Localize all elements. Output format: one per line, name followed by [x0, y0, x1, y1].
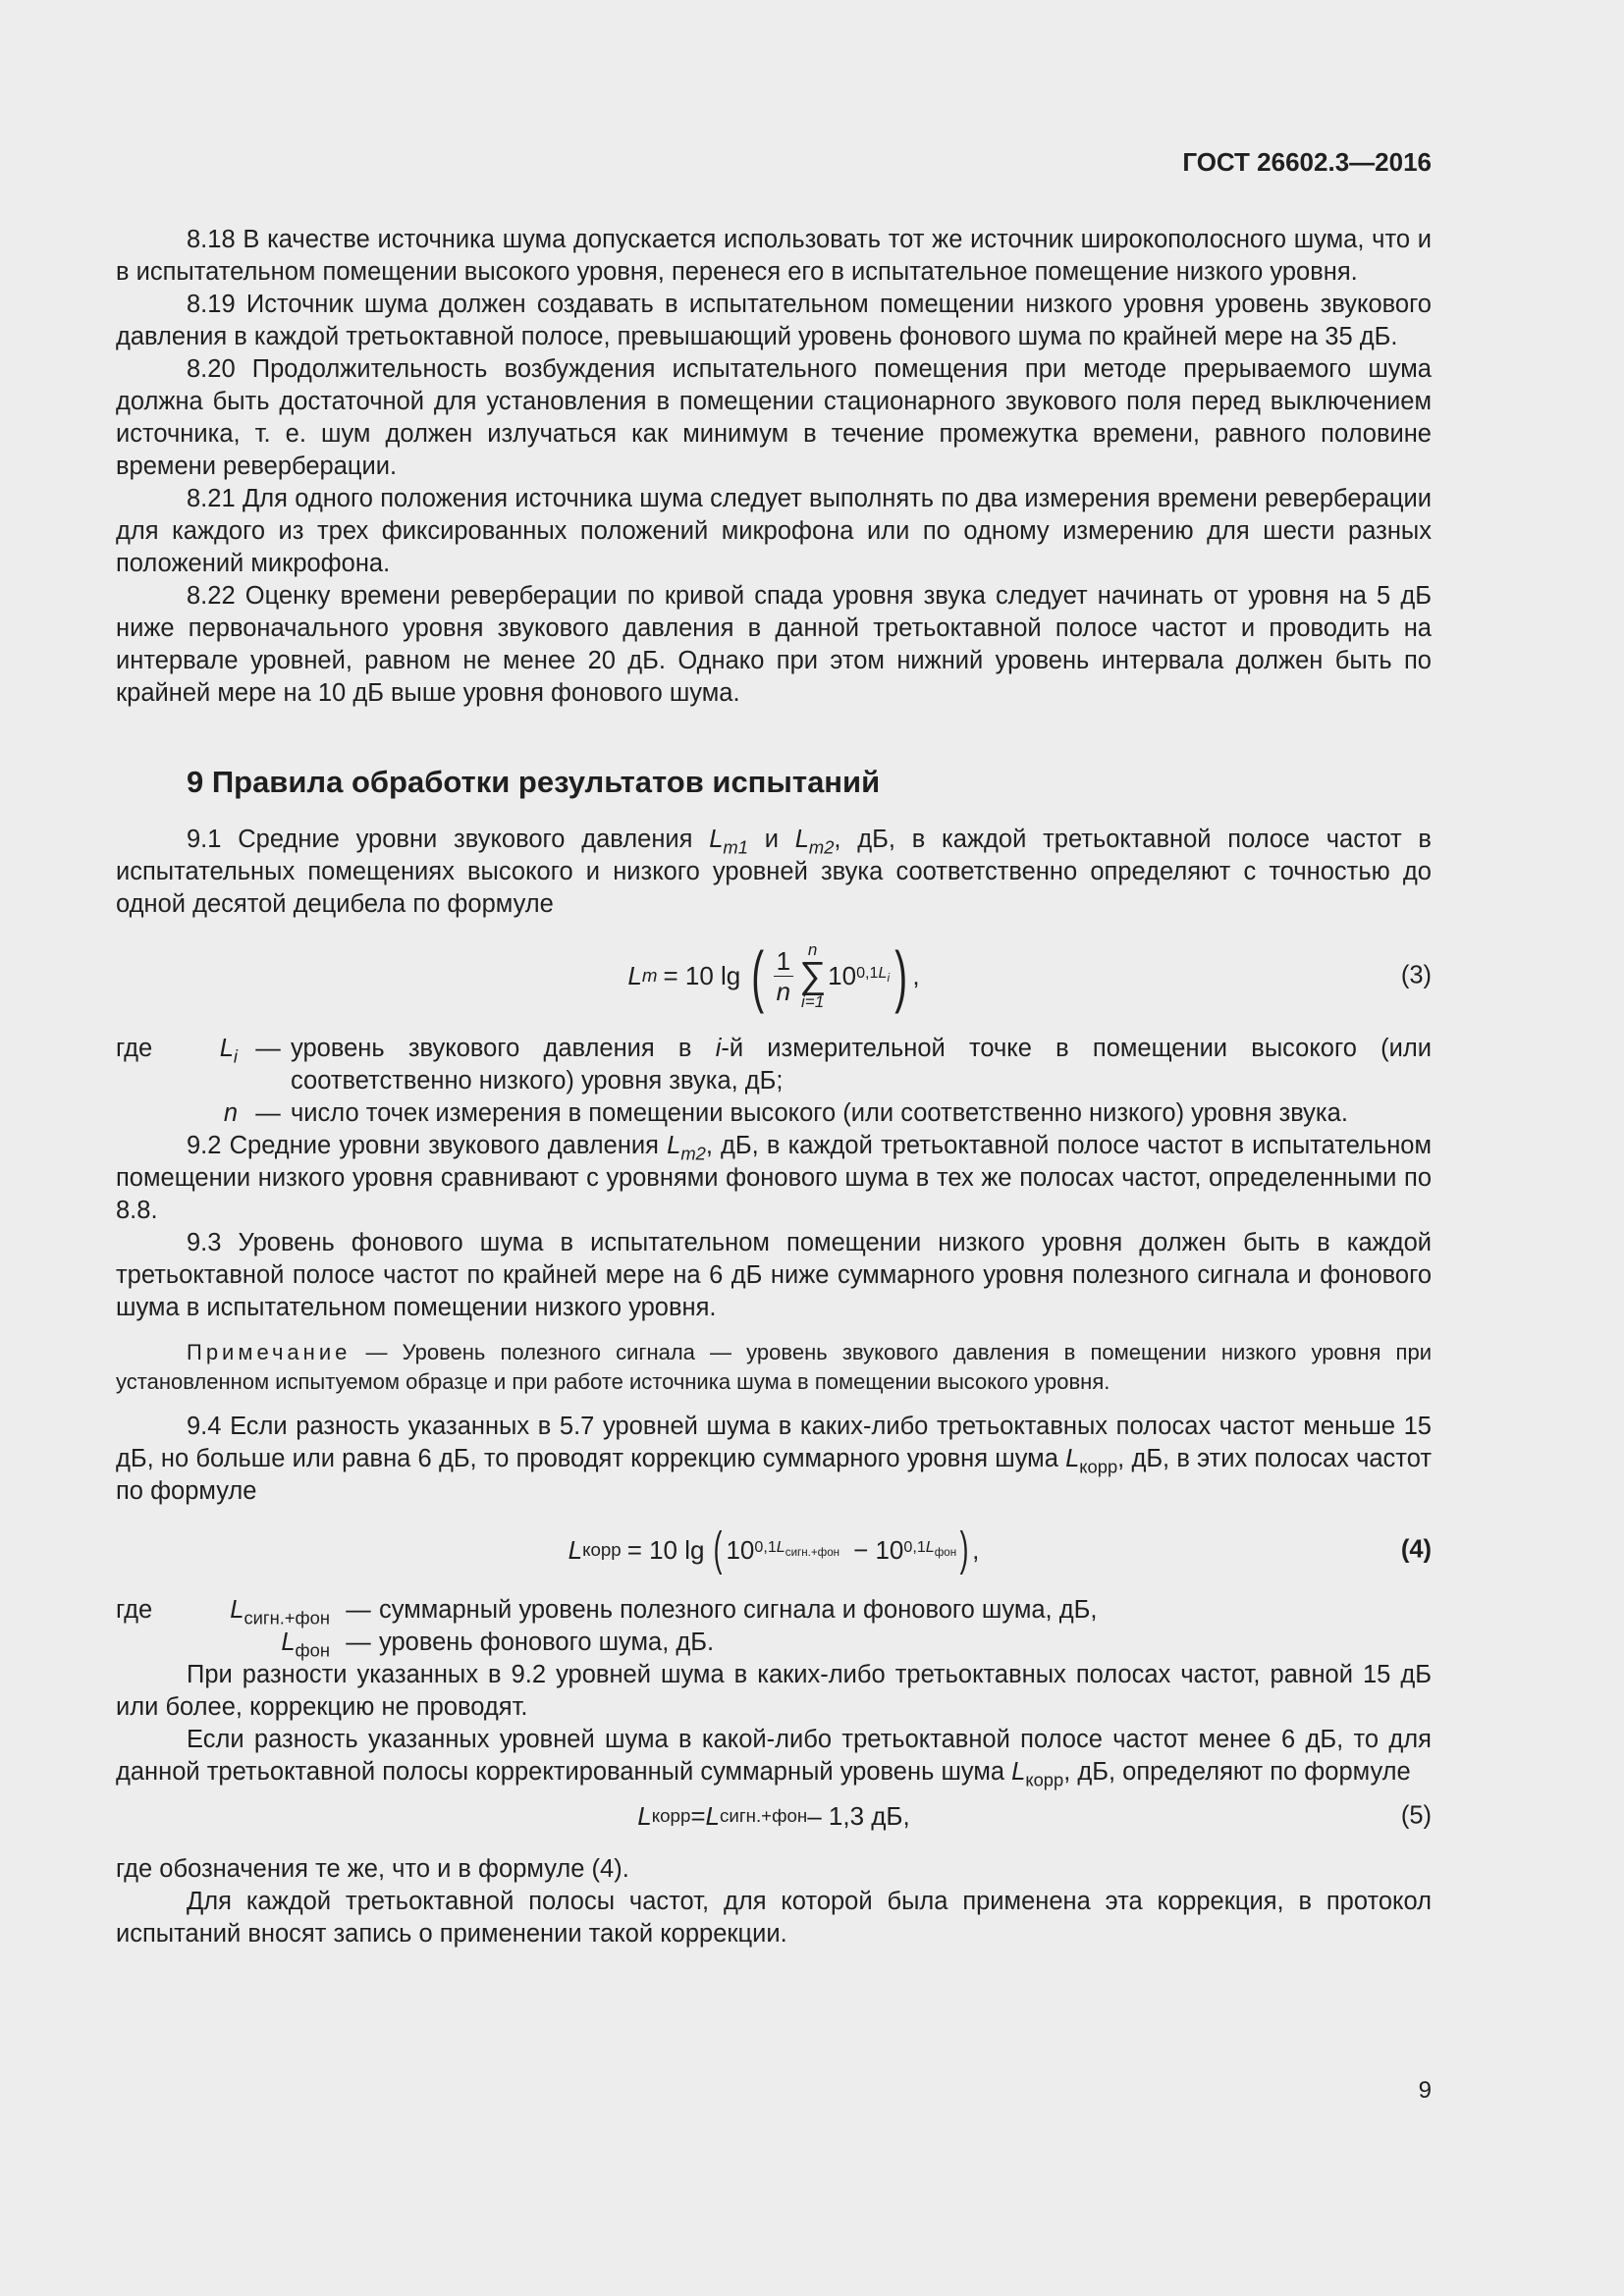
formula-3-number: (3) [1400, 961, 1432, 989]
formula-3: L m = 10 lg ( $\frac{1}{n}$ n ∑ i=1 10 $0,1L_i$ ) , (3) [627, 937, 1432, 1014]
paragraph-8-18: 8.18 В качестве источника шума допускается использовать тот же источник широкополосного шума, что и в испытательном помещении высокого уровня, перенеся его в испытательное помещение низкого уровня. [116, 226, 1432, 286]
paragraph-9-3: 9.3 Уровень фонового шума в испытательном помещении низкого уровня должен быть в каждой третьоктавной полосе частот по крайней мере на 6 дБ ниже суммарного уровня полезного сигнала и фонового шума в испытательном помещении низкого уровня. [116, 1229, 1432, 1321]
paragraph-9-2: 9.2 Средние уровни звукового давления $L_{m2}$, дБ, в каждой третьоктавной полосе частот в испытательном помещении низкого уровня сравнивают с уровнями фонового шума в тех же полосах частот, определенными по 8.8. [116, 1132, 1432, 1224]
paragraph-8-20: 8.20 Продолжительность возбуждения испытательного помещения при методе прерываемого шума должна быть достаточной для установления в помещении стационарного звукового поля перед выключением источника, т. е. шум должен излучаться как минимум в течение промежутка времени, равного половине времени реверберации. [116, 355, 1432, 480]
formula-5-number: (5) [1400, 1801, 1432, 1830]
paragraph-8-22: 8.22 Оценку времени реверберации по кривой спада уровня звука следует начинать от уровня на 5 дБ ниже первоначального уровня звукового давления в данной третьоктавной полосе частот и проводить на интервале уровней, равном не менее 20 дБ. Однако при этом нижний уровень интервала должен быть по крайней мере на 10 дБ выше уровня фонового шума. [116, 582, 1432, 707]
formula-5: L корр = L сигн.+фон – 1,3 дБ, (5) [637, 1800, 1432, 1831]
paragraph-9-1: 9.1 Средние уровни звукового давления $L_{m1}$ и $L_{m2}$, дБ, в каждой третьоктавной полосе частот в испытательных помещениях высокого и низкого уровней звука соответственно определяют с точностью до одной десятой децибела по формуле [116, 826, 1432, 918]
standard-header: ГОСТ 26602.3—2016 [1182, 147, 1432, 177]
paragraph-diff-6: Если разность указанных уровней шума в какой-либо третьоктавной полосе частот менее 6 дБ, то для данной третьоктавной полосы корректированный суммарный уровень шума $L_{корр}$, дБ, определяют по формуле [116, 1726, 1432, 1790]
page-number: 9 [1418, 2077, 1432, 2104]
where-block-1: где $L_i$ — уровень звукового давления в i-й измерительной точке в помещении высокого (или соответственно низкого) уровня звука, дБ; n — число точек измерения в помещении высокого (или соответственно низкого) уровня звука. [116, 1035, 1432, 1127]
paragraph-diff-15: При разности указанных в 9.2 уровней шума в каких-либо третьоктавных полосах частот, равной 15 дБ или более, коррекцию не проводят. [116, 1661, 1432, 1721]
note: Примечание — Уровень полезного сигнала — уровень звукового давления в помещении низкого уровня при установленном испытуемом образце и при работе источника шума в помещении высокого уровня. [116, 1340, 1432, 1394]
formula-4: L корр = 10 lg ( 10 $0,1L_{сигн.+фон}$ − 10 $0,1L_{фон}$ ) , (4) [568, 1523, 1432, 1575]
paragraph-protocol: Для каждой третьоктавной полосы частот, для которой была применена эта коррекция, в протокол испытаний вносят запись о применении такой коррекции. [116, 1888, 1432, 1948]
where-block-2: где $L_{сигн.+фон}$ — суммарный уровень полезного сигнала и фонового шума, дБ, $L_{фон}$ — уровень фонового шума, дБ. [116, 1596, 1098, 1661]
paragraph-8-19: 8.19 Источник шума должен создавать в испытательном помещении низкого уровня уровень звукового давления в каждой третьоктавной полосе, превышающий уровень фонового шума по крайней мере на 35 дБ. [116, 291, 1432, 350]
formula-4-number: (4) [1400, 1535, 1432, 1564]
paragraph-8-21: 8.21 Для одного положения источника шума следует выполнять по два измерения времени реверберации для каждого из трех фиксированных положений микрофона или по одному измерению для шести разных положений микрофона. [116, 485, 1432, 577]
paragraph-9-4: 9.4 Если разность указанных в 5.7 уровней шума в каких-либо третьоктавных полосах частот меньше 15 дБ, но больше или равна 6 дБ, то проводят коррекцию суммарного уровня шума $L_{корр}$, дБ, в этих полосах частот по формуле [116, 1413, 1432, 1505]
paragraph-same-notation: где обозначения те же, что и в формуле (4). [116, 1855, 629, 1883]
body-text [116, 224, 1432, 1950]
section-title: 9 Правила обработки результатов испытаний [187, 765, 881, 799]
